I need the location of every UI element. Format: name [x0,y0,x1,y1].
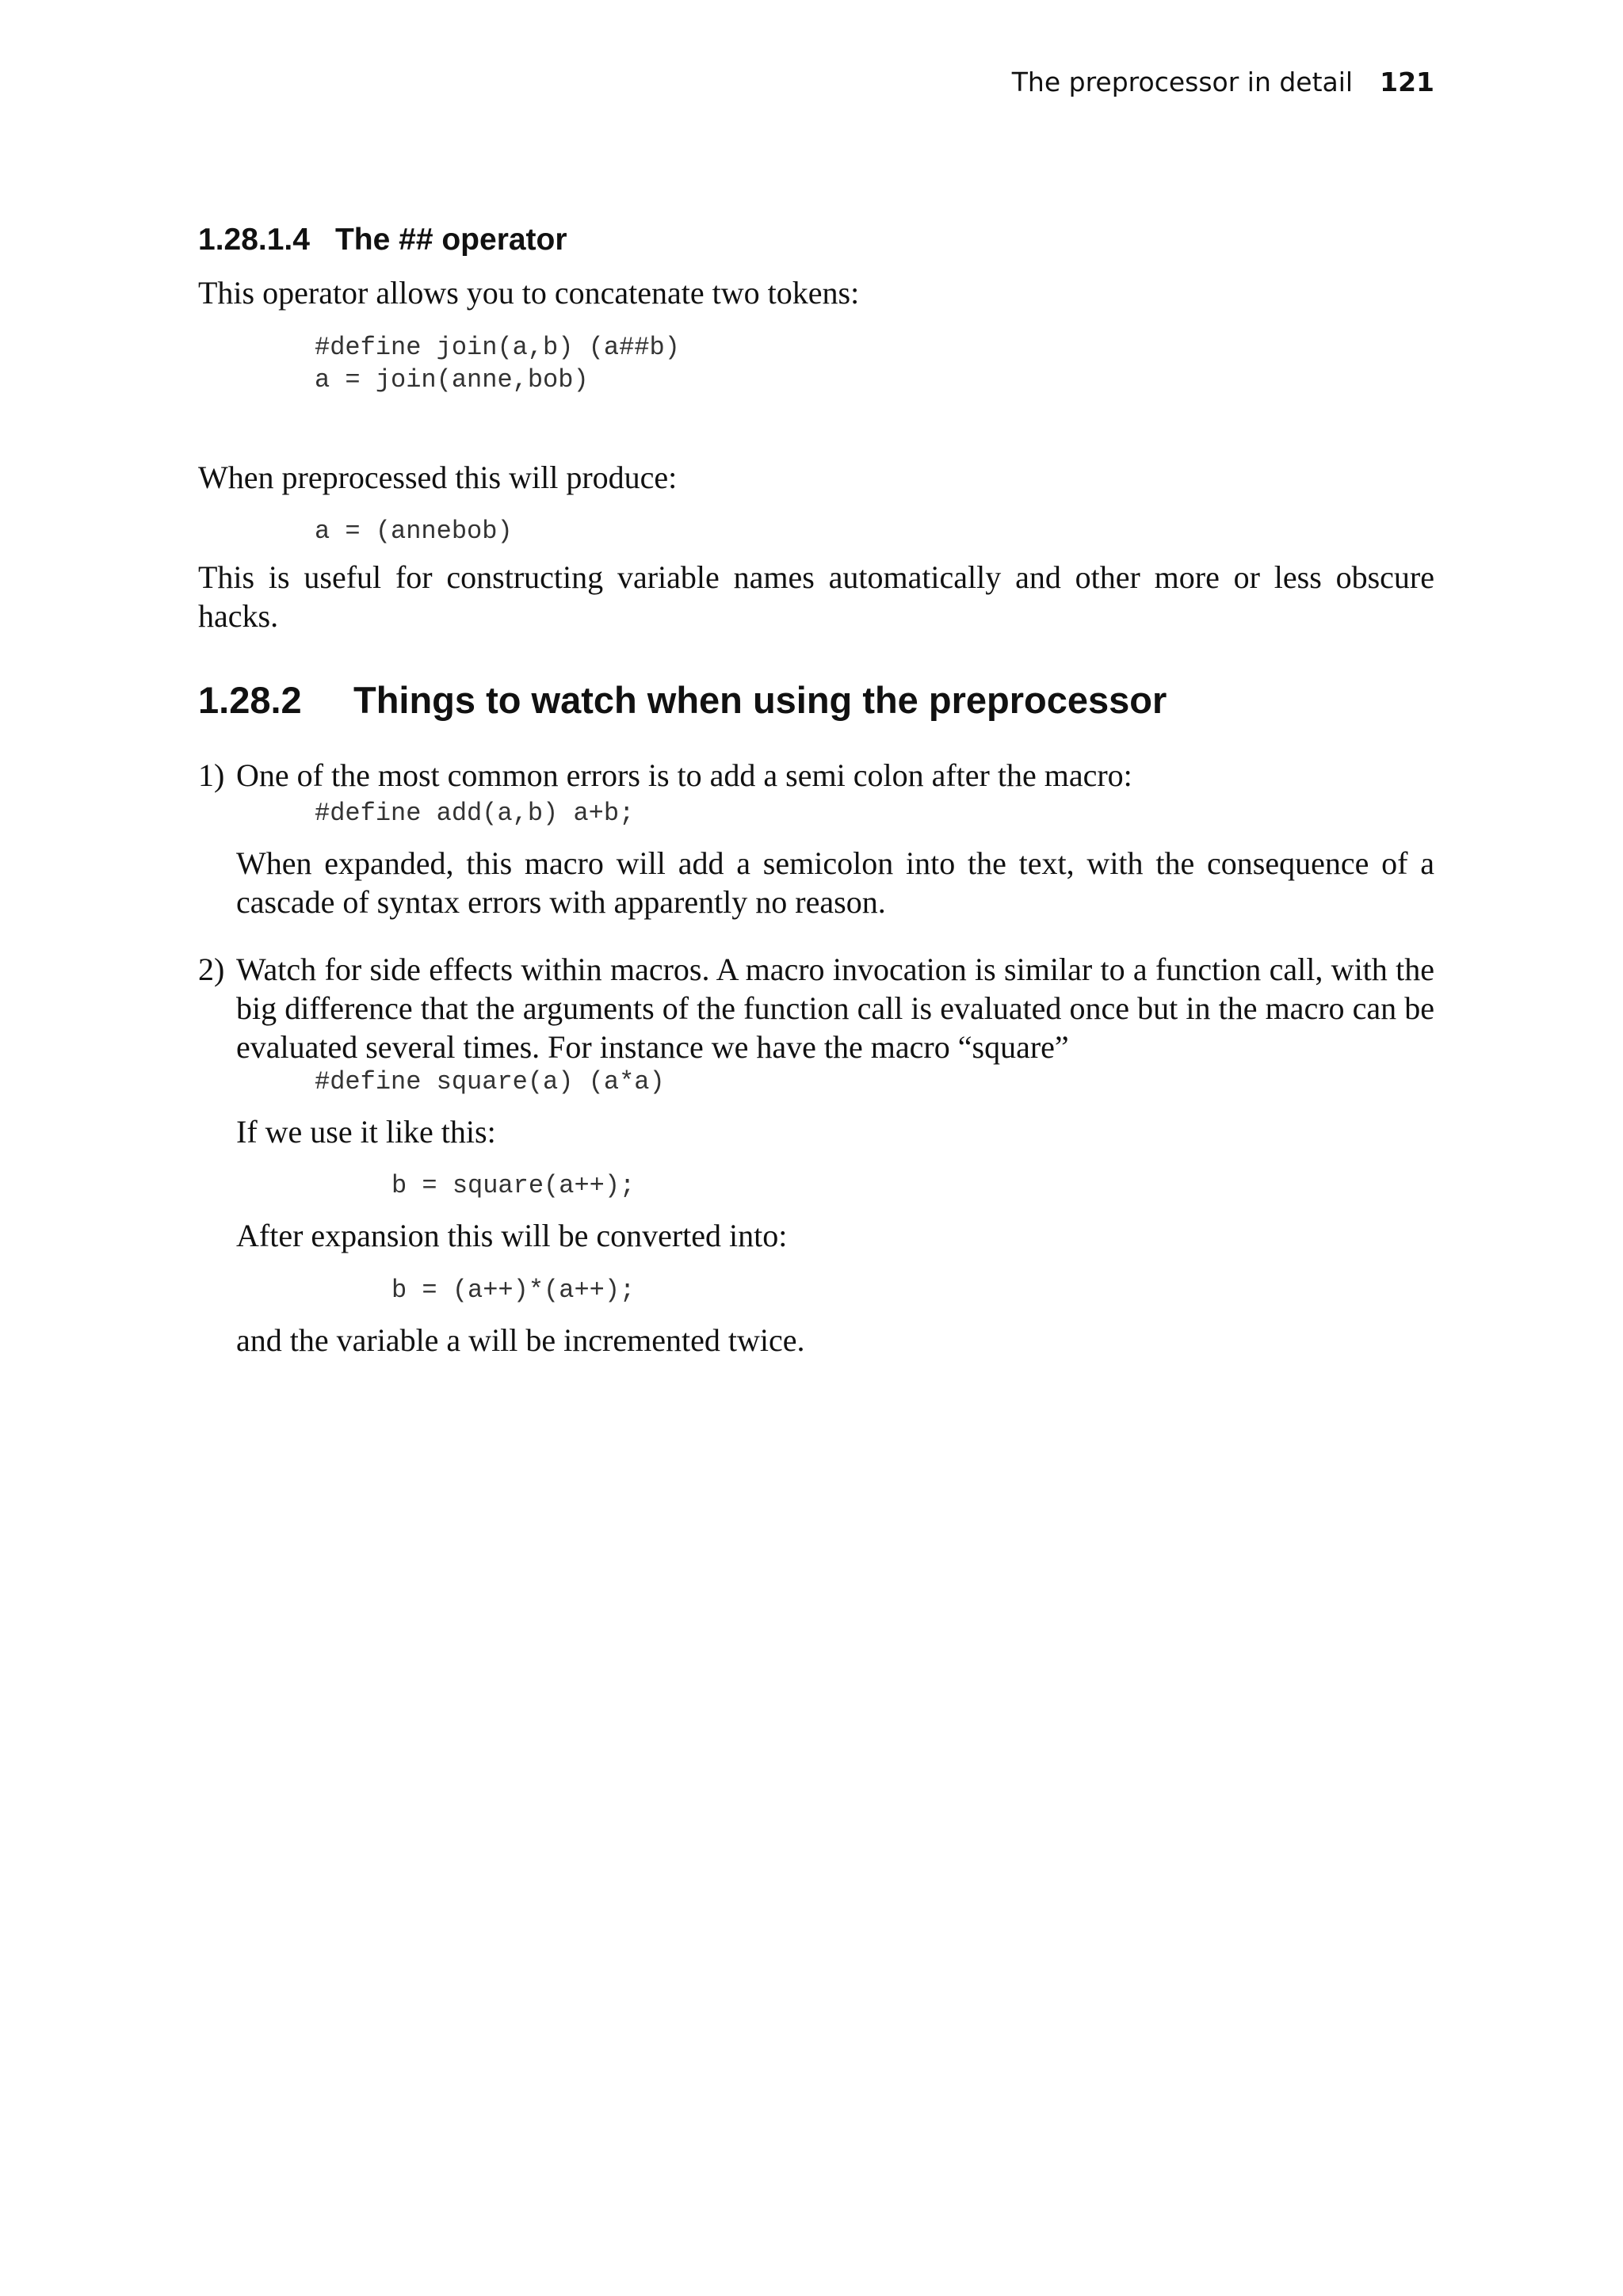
subsection-heading [198,223,567,257]
page-number: 121 [1380,67,1434,97]
running-header-title: The preprocessor in detail [1011,67,1354,97]
intro-paragraph: This operator allows you to concatenate two tokens: [198,275,860,311]
code-line-square-usage: b = square(a++); [391,1171,636,1200]
conclusion-paragraph: This is useful for constructing variable names automatically and other more or less obscure hacks. [198,559,1434,634]
closing-sentence: and the variable a will be incremented twice. [236,1322,805,1358]
usage-intro: If we use it like this: [236,1114,496,1150]
list-item-marker: 1) [198,757,225,793]
list-item-followup: When expanded, this macro will add a semicolon into the text, with the consequence of a cascade of syntax errors with apparently no reason. [236,845,1434,920]
list-item-text: One of the most common errors is to add a semi colon after the macro: [236,757,1132,793]
code-line-join-usage: a = join(anne,bob) [315,365,589,395]
expansion-intro: After expansion this will be converted into: [236,1218,788,1253]
code-line-define-square: #define square(a) (a*a) [315,1067,665,1097]
section-number: 1.28.2 [198,679,302,721]
subsection-number: 1.28.1.4 [198,223,310,257]
section-title: Things to watch when using the preprocessor [353,679,1167,721]
section-heading [198,678,1167,722]
result-intro-paragraph: When preprocessed this will produce: [198,460,678,495]
subsection-title: The ## operator [334,223,567,257]
code-line-define-add: #define add(a,b) a+b; [315,799,635,828]
code-line-expansion: b = (a++)*(a++); [391,1276,636,1305]
code-line-define-join: #define join(a,b) (a##b) [315,333,680,362]
running-header [1012,67,1434,97]
list-item-text: Watch for side effects within macros. A macro invocation is similar to a function call, with the big difference that the arguments of the function call is evaluated once but in the macro can be evaluated several times. For instance we have the macro “square” [236,952,1434,1065]
list-item-marker: 2) [198,952,225,987]
code-line-result: a = (annebob) [315,517,513,546]
